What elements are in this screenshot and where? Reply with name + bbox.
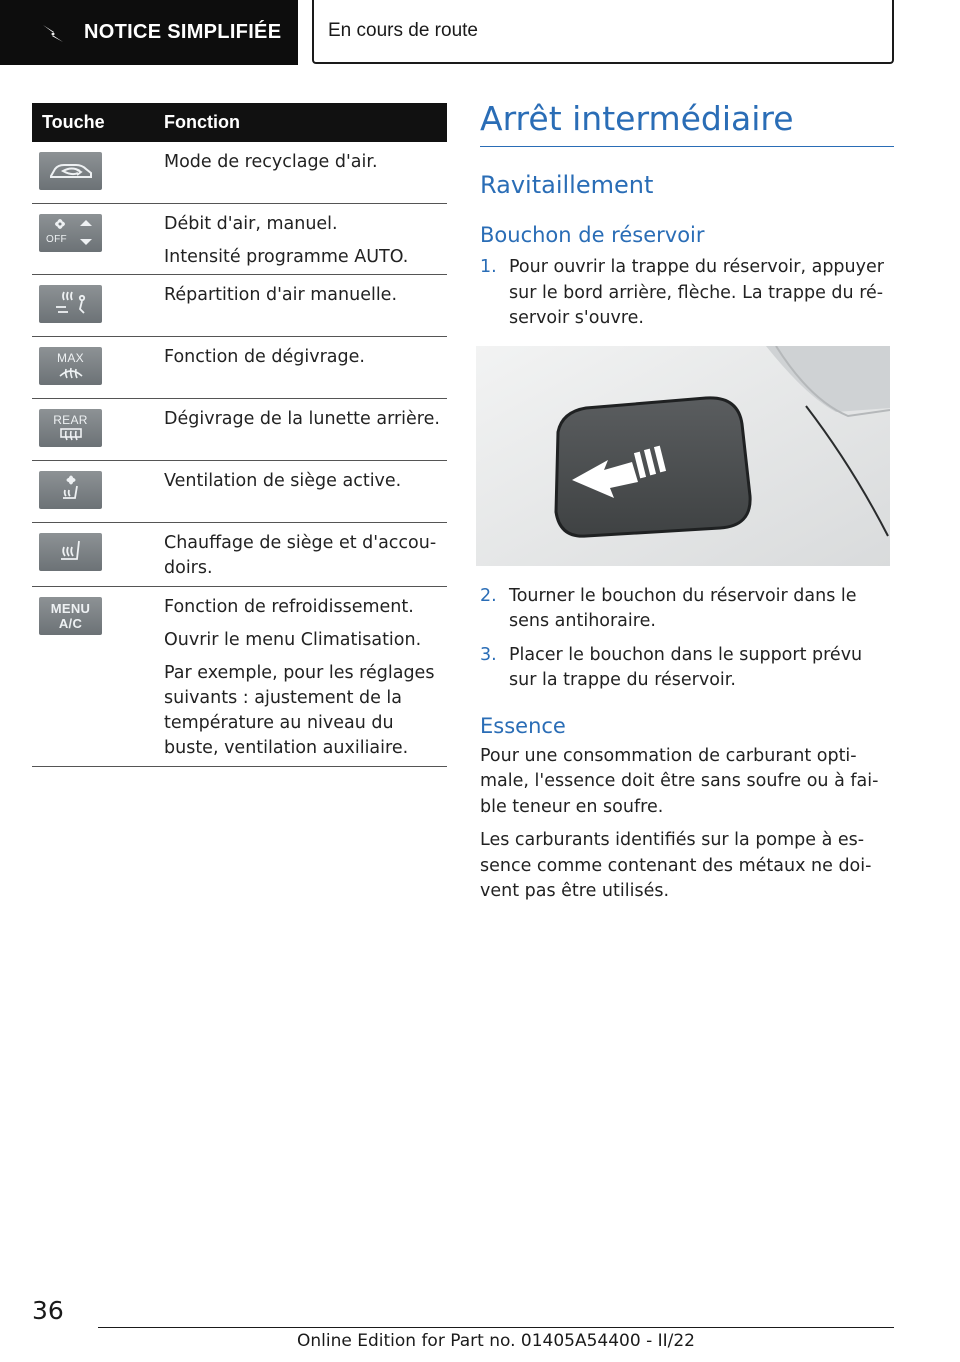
fan-speed-icon [39, 214, 102, 252]
step-text: Tourner le bouchon du réservoir dans le sens antihoraire. [509, 585, 857, 631]
row-text: Intensité programme AUTO. [164, 247, 409, 267]
subsection-title: Essence [480, 713, 566, 738]
step-text: Pour ouvrir la trappe du réservoir, appuyer sur le bord arrière, flèche. La trappe du ré-servoir s'ouvre. [509, 257, 884, 328]
section-tab[interactable] [0, 0, 298, 65]
table-row [32, 142, 447, 204]
row-text: Chauffage de siège et d'accou-doirs. [164, 533, 437, 578]
step-number: 3. [480, 644, 497, 665]
list-item [480, 255, 894, 332]
table-row [32, 523, 447, 587]
table-row [32, 204, 447, 275]
footer-edition: Online Edition for Part no. 01405A54400 - II/22 [296, 1331, 695, 1351]
controls-table [32, 103, 447, 767]
page-number: 36 [32, 1296, 64, 1325]
row-text: Ouvrir le menu Climatisation. [164, 630, 422, 650]
row-text: Fonction de dégivrage. [164, 347, 365, 367]
lightning-bolt-icon [40, 20, 66, 46]
table-row [32, 399, 447, 461]
list-item [480, 643, 894, 694]
table-row [32, 275, 447, 337]
row-text: Par exemple, pour les réglages suivants : ajustement de la température au niveau du buste, ventilation auxiliaire. [164, 663, 435, 758]
row-text: Fonction de refroidissement. [164, 597, 414, 617]
row-text: Débit d'air, manuel. [164, 214, 338, 234]
seat-ventilation-icon [39, 471, 102, 509]
key-label-rear: REAR [53, 413, 88, 427]
steps-list [480, 255, 894, 332]
right-column [480, 96, 894, 913]
section-title: Ravitaillement [480, 171, 654, 199]
car-recirculation-icon [39, 152, 102, 190]
paragraph: Pour une consommation de carburant opti-male, l'essence doit être sans soufre ou à fai-ble teneur en soufre. [480, 745, 879, 817]
row-text: Mode de recyclage d'air. [164, 152, 378, 172]
key-label-menu-ac: MENU A/C [50, 601, 91, 631]
row-text: Dégivrage de la lunette arrière. [164, 409, 440, 429]
table-row [32, 337, 447, 399]
paragraph: Les carburants identifiés sur la pompe à es-sence comme contenant des métaux ne doi-vent pas être utilisés. [480, 830, 872, 901]
table-row [32, 587, 447, 767]
air-distribution-icon [39, 285, 102, 323]
menu-ac-icon [39, 597, 102, 635]
page-title: Arrêt intermédiaire [480, 96, 894, 147]
row-text: Répartition d'air manuelle. [164, 285, 398, 305]
max-defrost-icon [39, 347, 102, 385]
steps-list [480, 584, 894, 694]
column-header-function: Fonction [164, 112, 240, 132]
key-label-max: MAX [57, 351, 84, 365]
table-header [32, 103, 447, 142]
row-text: Ventilation de siège active. [164, 471, 402, 491]
list-item [480, 584, 894, 635]
step-text: Placer le bouchon dans le support prévu sur la trappe du réservoir. [509, 644, 863, 690]
rear-defrost-icon [39, 409, 102, 447]
table-row [32, 461, 447, 523]
key-label-off: OFF [46, 234, 67, 245]
step-number: 2. [480, 585, 497, 606]
chapter-title: En cours de route [312, 0, 894, 64]
fuel-flap-image [476, 346, 890, 566]
seat-heating-icon [39, 533, 102, 571]
footer-divider [98, 1327, 894, 1328]
subsection-title: Bouchon de réservoir [480, 223, 705, 247]
section-tab-label: NOTICE SIMPLIFIÉE [84, 21, 282, 43]
column-header-key: Touche [42, 112, 105, 132]
step-number: 1. [480, 257, 497, 277]
